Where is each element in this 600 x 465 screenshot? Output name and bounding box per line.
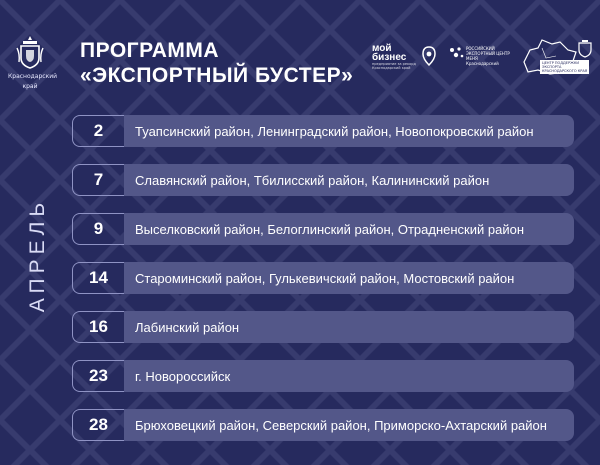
- export-center-logo: [448, 46, 510, 66]
- schedule-date: 9: [72, 213, 124, 245]
- moy-biznes-line-4: Краснодарский край: [372, 66, 411, 70]
- region-logo: [8, 34, 57, 90]
- schedule-date: 14: [72, 262, 124, 294]
- schedule-areas: Староминский район, Гулькевичский район, Мостовский район: [124, 262, 574, 294]
- moy-biznes-logo: [372, 44, 416, 70]
- schedule-row: [72, 360, 574, 392]
- schedule-areas: Славянский район, Тбилисский район, Калининский район: [124, 164, 574, 196]
- schedule-date: 7: [72, 164, 124, 196]
- schedule-date: 16: [72, 311, 124, 343]
- location-pin-icon: [422, 46, 436, 66]
- schedule-areas: г. Новороссийск: [124, 360, 574, 392]
- title-line-2: «ЭКСПОРТНЫЙ БУСТЕР»: [80, 64, 354, 87]
- schedule-date: 28: [72, 409, 124, 441]
- export-support-line-2: ЭКСПОРТА: [542, 65, 562, 69]
- title-line-1: ПРОГРАММА: [80, 39, 220, 62]
- schedule-row: [72, 262, 574, 294]
- schedule-row: [72, 115, 574, 147]
- export-support-center-logo: [520, 38, 588, 82]
- moy-biznes-line-3: предприятие за рекорд: [372, 62, 416, 66]
- month-label: [16, 180, 60, 330]
- schedule-row: [72, 409, 574, 441]
- schedule-areas: Выселковский район, Белоглинский район, Отрадненский район: [124, 213, 574, 245]
- schedule-list: [72, 115, 574, 458]
- partner-logos: [372, 38, 594, 82]
- export-support-label: [540, 60, 589, 74]
- schedule-row: [72, 213, 574, 245]
- schedule-areas: Туапсинский район, Ленинградский район, Новопокровский район: [124, 115, 574, 147]
- region-caption-1: Краснодарский: [8, 73, 57, 80]
- export-center-line-4: Краснодарский: [466, 61, 499, 66]
- region-caption-2: край: [22, 83, 38, 90]
- export-center-line-1: РОССИЙСКИЙ: [466, 46, 495, 51]
- page-title: [80, 38, 353, 88]
- export-support-line-1: ЦЕНТР ПОДДЕРЖКИ: [542, 61, 579, 65]
- schedule-row: [72, 311, 574, 343]
- schedule-areas: Брюховецкий район, Северский район, Приморско-Ахтарский район: [124, 409, 574, 441]
- moy-biznes-line-2: бизнес: [372, 52, 407, 63]
- schedule-row: [72, 164, 574, 196]
- coat-of-arms-icon: [15, 34, 45, 70]
- moy-biznes-line-1: мой: [372, 43, 392, 54]
- export-support-line-3: КРАСНОДАРСКОГО КРАЯ: [542, 69, 588, 73]
- export-center-icon: [448, 46, 464, 60]
- export-center-line-3: МЕНЯ: [466, 56, 478, 61]
- schedule-date: 2: [72, 115, 124, 147]
- export-center-line-2: ЭКСПОРТНЫЙ ЦЕНТР: [466, 51, 510, 56]
- schedule-date: 23: [72, 360, 124, 392]
- crest-icon: [578, 40, 592, 58]
- schedule-areas: Лабинский район: [124, 311, 574, 343]
- month-text: АПРЕЛЬ: [26, 197, 49, 313]
